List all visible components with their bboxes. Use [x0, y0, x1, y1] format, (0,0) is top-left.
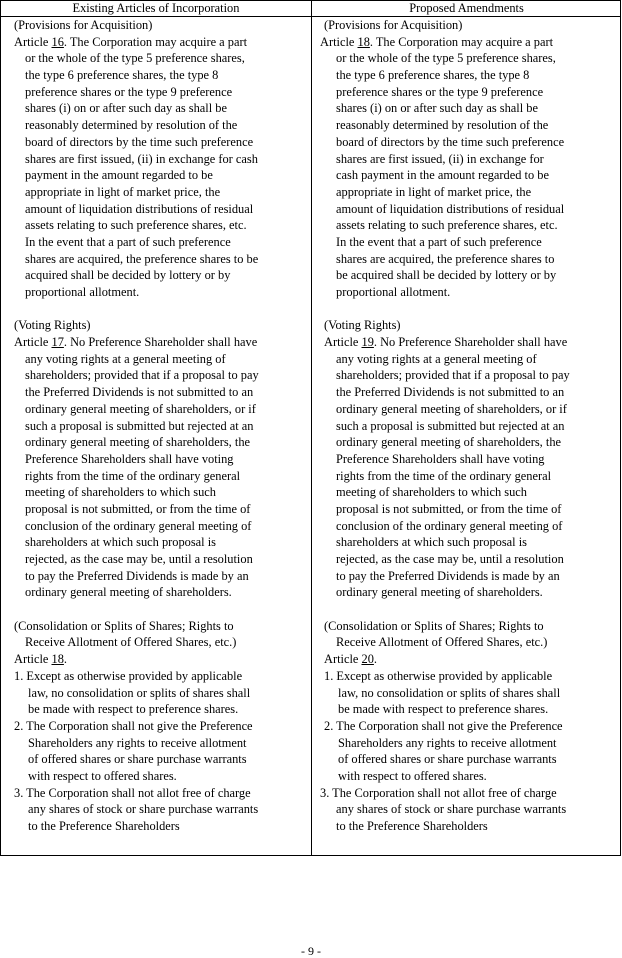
text-line — [312, 67, 621, 84]
page-number: - 9 - — [301, 944, 321, 958]
line-text: (Voting Rights) — [14, 318, 91, 333]
line-text-rest: . No Preference Shareholder shall have — [373, 335, 568, 350]
line-text: such a proposal is submitted but rejected at an — [25, 418, 254, 433]
line-text: with respect to offered shares. — [338, 768, 487, 783]
text-line — [1, 651, 309, 668]
article-number: 17 — [51, 335, 64, 350]
text-line — [312, 801, 621, 818]
line-text: or the whole of the type 5 preference shares, — [25, 51, 245, 66]
text-line — [312, 34, 621, 51]
text-line — [1, 267, 309, 284]
text-line — [312, 351, 621, 368]
text-line — [1, 351, 309, 368]
text-line — [1, 568, 309, 585]
paragraph-gap — [312, 601, 621, 618]
text-line — [1, 685, 309, 702]
line-text: Shareholders any rights to receive allotment — [338, 735, 557, 750]
text-line — [312, 367, 621, 384]
line-text: acquired shall be decided by lottery or by — [25, 268, 231, 283]
line-text: appropriate in light of market price, the — [336, 184, 532, 199]
line-text: any shares of stock or share purchase warrants — [336, 802, 567, 817]
line-text: conclusion of the ordinary general meeting of — [25, 518, 252, 533]
text-line — [312, 718, 621, 735]
article-number: 20 — [361, 652, 374, 667]
text-line — [312, 317, 621, 334]
line-text: amount of liquidation distributions of residual — [25, 201, 254, 216]
header-existing: Existing Articles of Incorporation — [72, 1, 240, 15]
text-line — [1, 534, 309, 551]
line-text: 1. Except as otherwise provided by applicable — [14, 668, 243, 683]
line-text: 1. Except as otherwise provided by applicable — [324, 668, 553, 683]
line-text: the type 6 preference shares, the type 8 — [25, 68, 219, 83]
line-text: ordinary general meeting of shareholders, the — [25, 435, 251, 450]
text-line — [312, 551, 621, 568]
line-text: any voting rights at a general meeting of — [25, 351, 226, 366]
text-line — [312, 134, 621, 151]
line-text: Article — [320, 34, 358, 49]
text-line — [1, 117, 309, 134]
line-text: assets relating to such preference shares, etc. — [25, 218, 247, 233]
line-text: amount of liquidation distributions of residual — [336, 201, 565, 216]
text-line — [1, 134, 309, 151]
line-text: ordinary general meeting of shareholders, or if — [336, 401, 567, 416]
text-line — [312, 418, 621, 435]
text-line — [1, 367, 309, 384]
text-line — [1, 418, 309, 435]
text-line — [312, 735, 621, 752]
text-line — [1, 384, 309, 401]
line-text: meeting of shareholders to which such — [25, 485, 216, 500]
line-text: board of directors by the time such preference — [336, 134, 565, 149]
text-line — [1, 217, 309, 234]
text-line — [1, 818, 309, 835]
text-line — [312, 634, 621, 651]
header-proposed: Proposed Amendments — [409, 1, 524, 15]
text-line — [1, 401, 309, 418]
text-line — [312, 217, 621, 234]
text-line — [1, 34, 309, 51]
line-text-rest: . No Preference Shareholder shall have — [63, 335, 258, 350]
text-line — [312, 584, 621, 601]
line-text: (Provisions for Acquisition) — [14, 18, 153, 32]
text-line — [1, 751, 309, 768]
line-text: ordinary general meeting of shareholders. — [336, 585, 543, 600]
text-line — [1, 50, 309, 67]
line-text: to pay the Preferred Dividends is made by an — [336, 568, 560, 583]
line-text: shares are acquired, the preference shares to — [336, 251, 555, 266]
text-line — [312, 401, 621, 418]
text-line — [312, 668, 621, 685]
line-text: (Consolidation or Splits of Shares; Rights to — [324, 618, 544, 633]
text-line — [312, 17, 621, 34]
text-line — [1, 618, 309, 635]
line-text: be made with respect to preference shares. — [338, 702, 549, 717]
line-text: Article — [14, 652, 52, 667]
line-text: shares are first issued, (ii) in exchange for cash — [25, 151, 258, 166]
line-text: rights from the time of the ordinary general — [336, 468, 552, 483]
line-text: rejected, as the case may be, until a resolution — [336, 552, 564, 566]
line-text: shareholders; provided that if a proposal to pay — [25, 368, 259, 383]
paragraph-gap — [1, 601, 309, 618]
line-text: rights from the time of the ordinary general — [25, 468, 241, 483]
text-line — [312, 117, 621, 134]
line-text: 3. The Corporation shall not allot free of charge — [320, 785, 557, 800]
text-line — [312, 151, 621, 168]
line-text: of offered shares or share purchase warrants — [338, 752, 557, 767]
line-text-rest: . — [63, 652, 67, 667]
line-text-rest: . The Corporation may acquire a part — [63, 34, 248, 49]
line-text: reasonably determined by resolution of the — [336, 118, 549, 133]
text-line — [1, 251, 309, 268]
line-text: the Preferred Dividends is not submitted to an — [336, 385, 565, 400]
line-text: shares are first issued, (ii) in exchange for — [336, 151, 544, 166]
line-text: Receive Allotment of Offered Shares, etc.) — [336, 635, 548, 650]
text-line — [1, 801, 309, 818]
text-line — [312, 685, 621, 702]
line-text: payment in the amount regarded to be — [25, 168, 213, 183]
line-text: 2. The Corporation shall not give the Preference — [324, 718, 563, 733]
line-text: In the event that a part of such preference — [25, 234, 231, 249]
existing-articles-column — [1, 17, 309, 835]
article-number: 16 — [51, 34, 64, 49]
line-text: Article — [324, 335, 362, 350]
line-text: preference shares or the type 9 preference — [336, 84, 544, 99]
line-text: shareholders at which such proposal is — [336, 535, 527, 550]
line-text: law, no consolidation or splits of shares shall — [28, 685, 251, 700]
text-line — [1, 668, 309, 685]
line-text: of offered shares or share purchase warrants — [28, 752, 247, 767]
line-text: meeting of shareholders to which such — [336, 485, 527, 500]
line-text: any voting rights at a general meeting of — [336, 351, 537, 366]
line-text: ordinary general meeting of shareholders, the — [336, 435, 562, 450]
text-line — [312, 818, 621, 835]
line-text: with respect to offered shares. — [28, 768, 177, 783]
article-number: 18 — [51, 652, 64, 667]
text-line — [312, 785, 621, 802]
line-text: or the whole of the type 5 preference shares, — [336, 51, 556, 66]
text-line — [312, 701, 621, 718]
line-text-rest: . — [373, 652, 377, 667]
text-line — [312, 568, 621, 585]
text-line — [1, 284, 309, 301]
text-line — [1, 785, 309, 802]
text-line — [1, 184, 309, 201]
line-text: the type 6 preference shares, the type 8 — [336, 68, 530, 83]
line-text: shares (i) on or after such day as shall be — [336, 101, 538, 116]
line-text: board of directors by the time such preference — [25, 134, 254, 149]
article-number: 18 — [357, 34, 370, 49]
line-text: (Consolidation or Splits of Shares; Rights to — [14, 618, 234, 633]
line-text: the Preferred Dividends is not submitted to an — [25, 385, 254, 400]
text-line — [312, 50, 621, 67]
text-line — [312, 84, 621, 101]
line-text: Receive Allotment of Offered Shares, etc.) — [25, 635, 237, 650]
text-line — [1, 451, 309, 468]
line-text: (Provisions for Acquisition) — [324, 18, 463, 32]
line-text: proportional allotment. — [25, 285, 140, 299]
line-text: 3. The Corporation shall not allot free of charge — [14, 785, 251, 800]
text-line — [1, 468, 309, 485]
text-line — [1, 100, 309, 117]
line-text: ordinary general meeting of shareholders, or if — [25, 401, 256, 416]
text-line — [1, 84, 309, 101]
text-line — [312, 501, 621, 518]
text-line — [312, 618, 621, 635]
line-text: ordinary general meeting of shareholders. — [25, 585, 232, 600]
text-line — [312, 451, 621, 468]
line-text: preference shares or the type 9 preference — [25, 84, 233, 99]
line-text: Article — [14, 335, 52, 350]
text-line — [1, 634, 309, 651]
text-line — [1, 317, 309, 334]
line-text-rest: . The Corporation may acquire a part — [369, 34, 554, 49]
line-text: Article — [324, 652, 362, 667]
line-text: shareholders; provided that if a proposal to pay — [336, 368, 570, 383]
text-line — [1, 234, 309, 251]
line-text: 2. The Corporation shall not give the Preference — [14, 718, 253, 733]
text-line — [1, 768, 309, 785]
paragraph-gap — [312, 301, 621, 318]
line-text: to pay the Preferred Dividends is made by an — [25, 568, 249, 583]
line-text: to the Preference Shareholders — [28, 819, 180, 833]
line-text: proposal is not submitted, or from the time of — [25, 501, 251, 516]
text-line — [1, 151, 309, 168]
text-line — [312, 751, 621, 768]
text-line — [312, 184, 621, 201]
text-line — [1, 167, 309, 184]
paragraph-gap — [1, 301, 309, 318]
text-line — [312, 518, 621, 535]
text-line — [1, 718, 309, 735]
line-text: (Voting Rights) — [324, 318, 401, 333]
line-text: law, no consolidation or splits of shares shall — [338, 685, 561, 700]
line-text: to the Preference Shareholders — [336, 819, 488, 833]
line-text: proposal is not submitted, or from the time of — [336, 501, 562, 516]
text-line — [1, 17, 309, 34]
article-number: 19 — [361, 335, 374, 350]
line-text: reasonably determined by resolution of the — [25, 118, 238, 133]
line-text: Article — [14, 34, 52, 49]
line-text: cash payment in the amount regarded to be — [336, 168, 549, 183]
text-line — [1, 67, 309, 84]
line-text: In the event that a part of such preference — [336, 234, 542, 249]
text-line — [312, 384, 621, 401]
text-line — [312, 334, 621, 351]
line-text: shares are acquired, the preference shares to be — [25, 251, 259, 266]
line-text: be made with respect to preference shares. — [28, 702, 239, 717]
line-text: any shares of stock or share purchase warrants — [28, 802, 259, 817]
text-line — [1, 434, 309, 451]
text-line — [312, 434, 621, 451]
line-text: appropriate in light of market price, the — [25, 184, 221, 199]
text-line — [1, 584, 309, 601]
line-text: assets relating to such preference shares, etc. — [336, 218, 558, 233]
text-line — [1, 701, 309, 718]
text-line — [1, 201, 309, 218]
text-line — [312, 534, 621, 551]
text-line — [312, 267, 621, 284]
text-line — [312, 234, 621, 251]
line-text: shares (i) on or after such day as shall be — [25, 101, 227, 116]
text-line — [1, 501, 309, 518]
text-line — [312, 284, 621, 301]
line-text: Preference Shareholders shall have voting — [25, 451, 234, 466]
text-line — [1, 484, 309, 501]
text-line — [312, 468, 621, 485]
text-line — [312, 651, 621, 668]
text-line — [1, 518, 309, 535]
text-line — [312, 484, 621, 501]
proposed-amendments-column — [312, 17, 621, 835]
text-line — [312, 251, 621, 268]
text-line — [1, 551, 309, 568]
text-line — [1, 334, 309, 351]
line-text: conclusion of the ordinary general meeting of — [336, 518, 563, 533]
line-text: proportional allotment. — [336, 285, 451, 299]
text-line — [312, 100, 621, 117]
line-text: shareholders at which such proposal is — [25, 535, 216, 550]
text-line — [312, 201, 621, 218]
text-line — [1, 735, 309, 752]
text-line — [312, 167, 621, 184]
line-text: be acquired shall be decided by lottery or by — [336, 268, 557, 283]
line-text: Preference Shareholders shall have voting — [336, 451, 545, 466]
line-text: Shareholders any rights to receive allotment — [28, 735, 247, 750]
line-text: such a proposal is submitted but rejected at an — [336, 418, 565, 433]
text-line — [312, 768, 621, 785]
line-text: rejected, as the case may be, until a resolution — [25, 552, 253, 566]
